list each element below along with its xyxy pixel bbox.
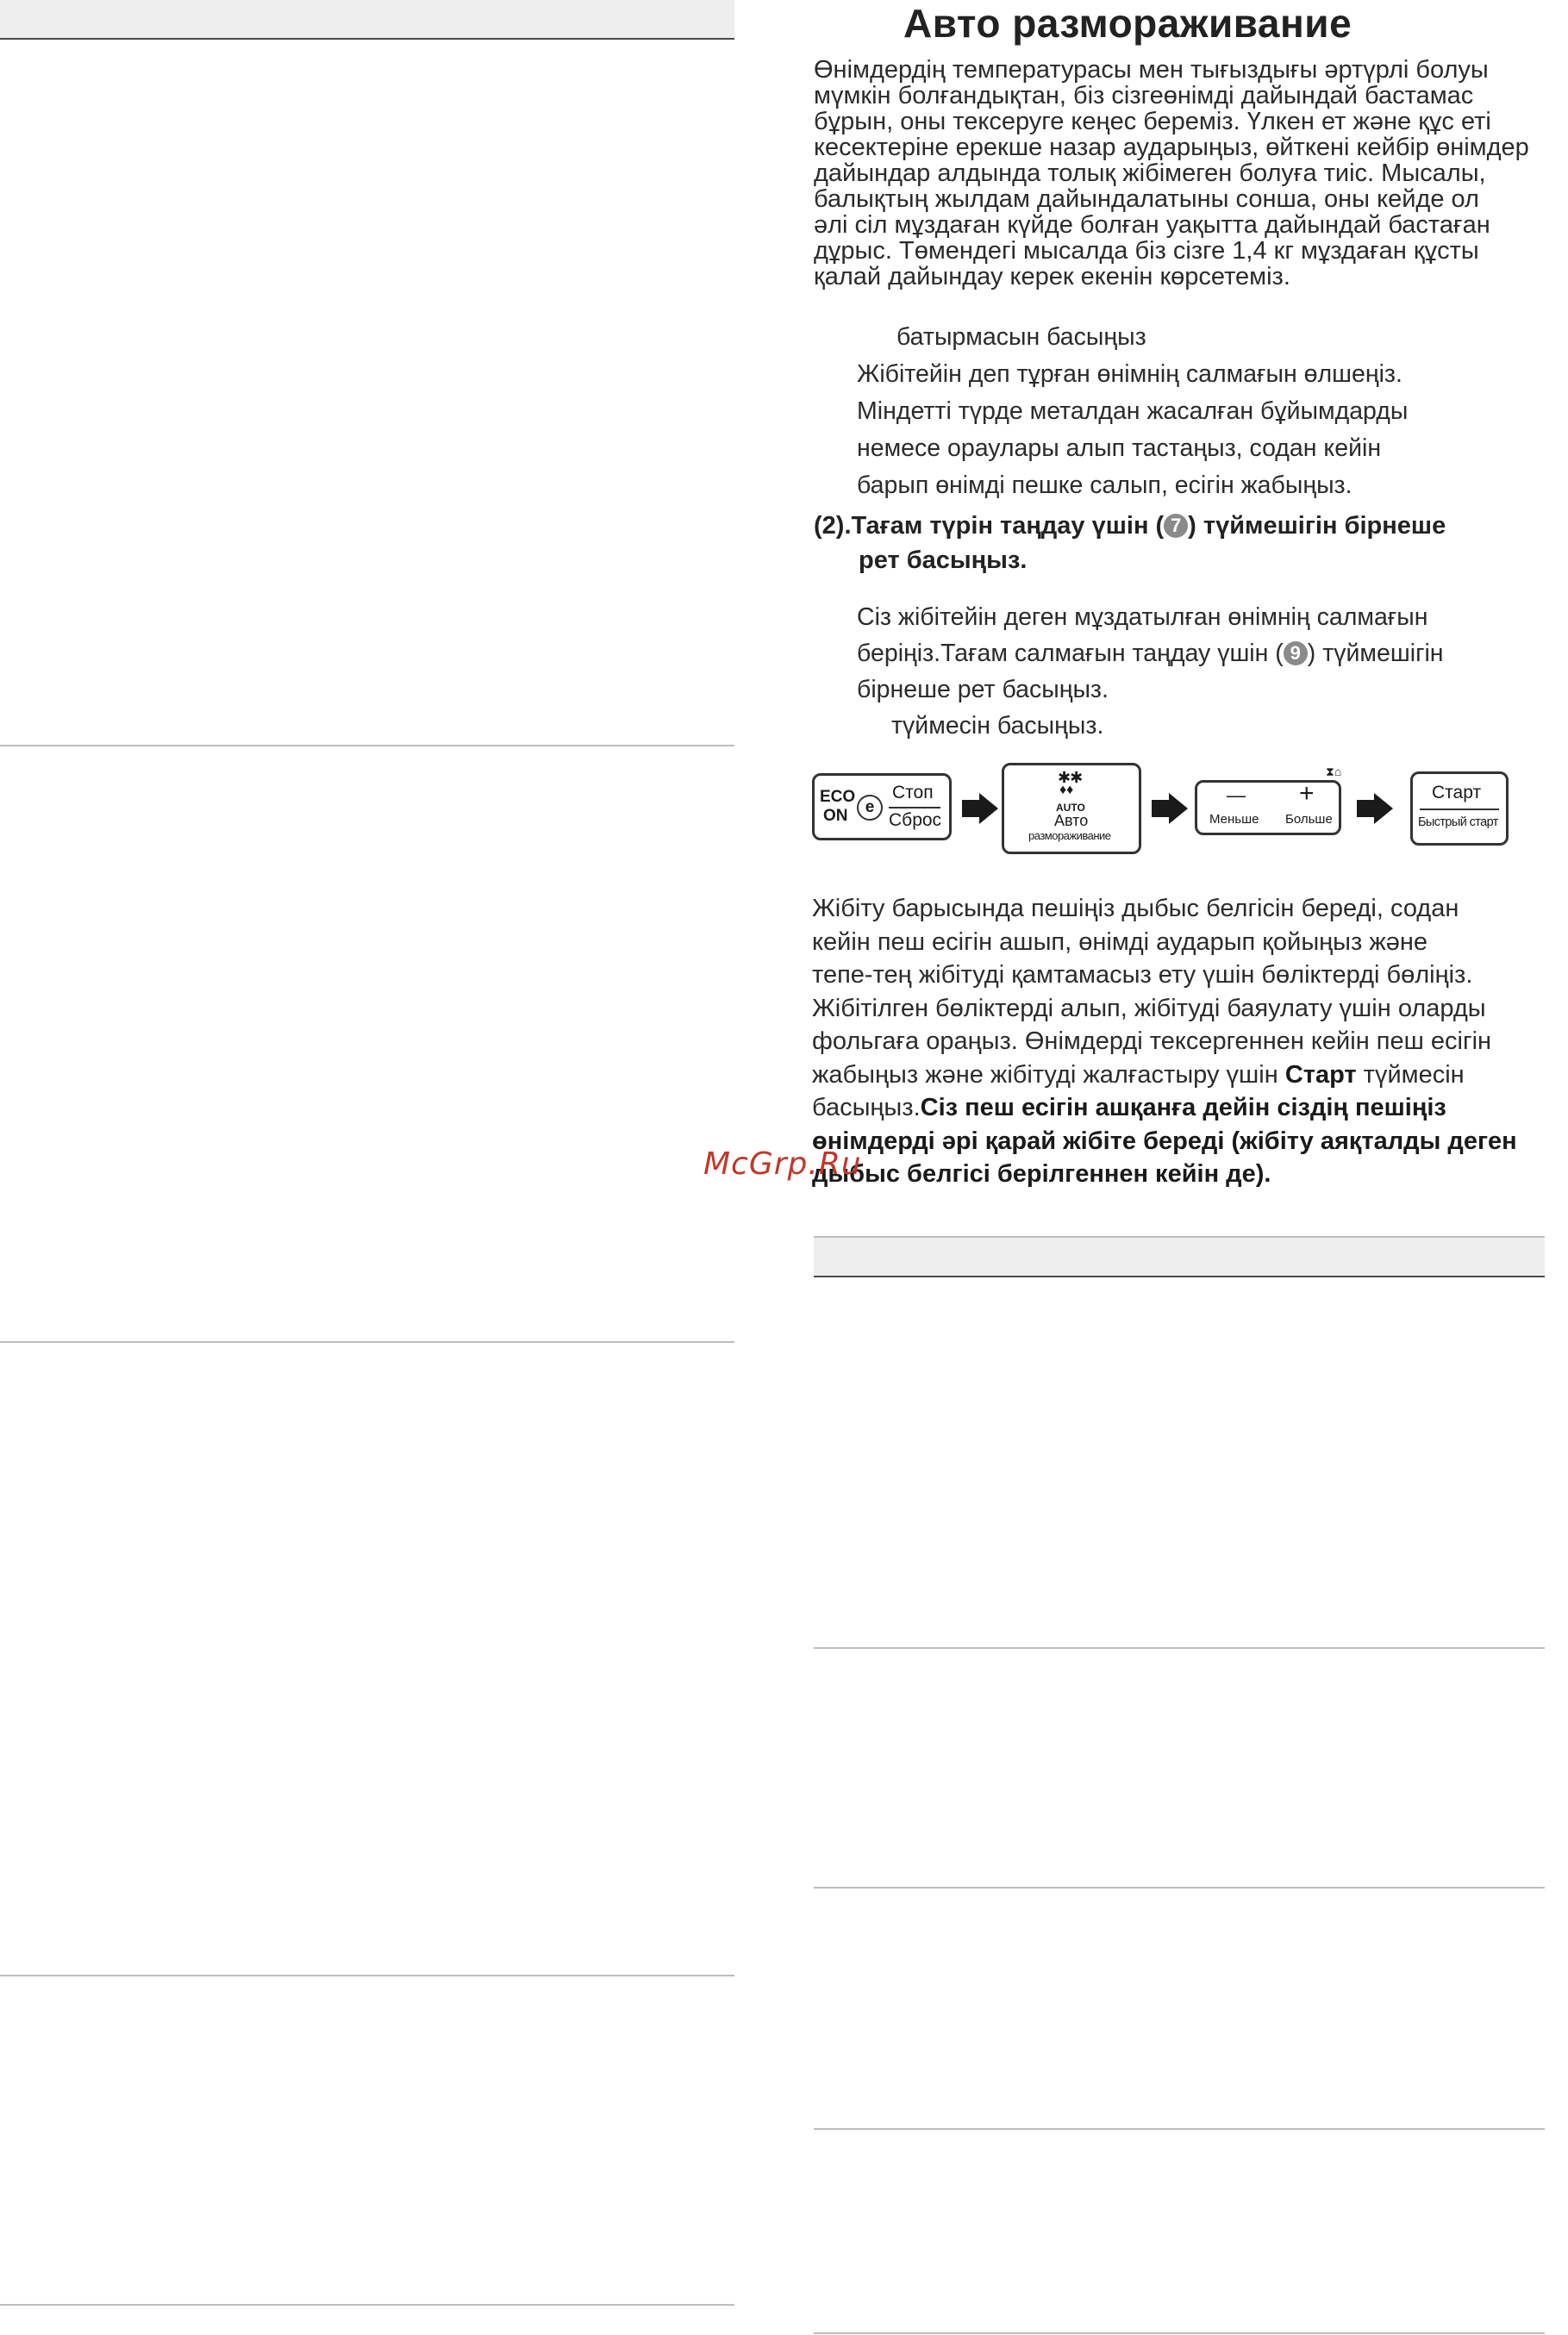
minus-icon: —	[1227, 784, 1246, 806]
step2-instructions	[857, 599, 1444, 744]
right-header-band	[814, 1238, 1545, 1276]
outro-line: Жібіту барысында пешіңіз дыбыс белгісін береді, содан	[812, 895, 1459, 922]
outro-line: Жібітілген бөліктерді алып, жібітуді баяулату үшін оларды	[812, 994, 1486, 1022]
more-label: Больше	[1285, 812, 1333, 827]
intro-line: балықтың жылдам дайындалатыны сонша, оны кейде ол	[814, 185, 1479, 213]
outro-line: тепе-тең жібітуді қамтамасыз ету үшін бөліктерді бөліңіз.	[812, 961, 1473, 989]
outro-l8-bold: өнімдерді әрі қарай жібіте береді (жібіту аяқталды деген	[812, 1127, 1517, 1155]
reset-label: Сброс	[889, 810, 942, 830]
outro-l7-bold: Сіз пеш есігін ашқанға дейін сіздің пешіңіз	[920, 1094, 1446, 1121]
intro-line: дайындар алдында толық жібімеген болуға тиіс. Мысалы,	[814, 159, 1486, 187]
outro-line	[812, 1158, 1517, 1191]
step2-line2-prefix: беріңіз.Тағам салмағын таңдау үшін (	[857, 640, 1284, 667]
right-header-rule	[814, 1276, 1545, 1277]
start-label: Старт	[1432, 783, 1482, 802]
step1-instructions	[857, 319, 1408, 504]
eco-stop-button[interactable]	[812, 773, 952, 840]
step1-line: Міндетті түрде металдан жасалған бұйымдарды	[857, 397, 1409, 425]
stop-divider	[889, 807, 940, 809]
control-panel-diagram	[810, 763, 1517, 858]
auto-defrost-button[interactable]	[1002, 763, 1141, 854]
right-rule-1	[814, 1647, 1545, 1649]
step2-line: түймесін басыңыз.	[891, 712, 1104, 740]
left-rule-3	[0, 1975, 734, 1976]
watermark-text: McGrp.Ru	[703, 1146, 862, 1182]
intro-line: Өнімдердің температурасы мен тығыздығы әртүрлі болуы	[814, 56, 1489, 84]
left-header-rule	[0, 38, 734, 40]
outro-paragraph	[812, 892, 1517, 1191]
stop-label: Стоп	[892, 783, 934, 802]
defrost-sub-label: размораживание	[1028, 829, 1111, 842]
step2-heading-suffix: ) түймешігін бірнеше	[1188, 512, 1446, 540]
intro-paragraph	[814, 57, 1568, 290]
right-rule-3	[814, 2128, 1545, 2130]
outro-line: фольгаға ораңыз. Өнімдерді тексергеннен кейін пеш есігін	[812, 1027, 1492, 1055]
quick-start-label: Быстрый старт	[1418, 815, 1498, 829]
outro-l9-bold: дыбыс белгісі берілгеннен кейін де).	[812, 1160, 1271, 1188]
number-9-icon: 9	[1284, 641, 1308, 665]
step2-line: Сіз жібітейін деген мұздатылған өнімнің салмағын	[857, 603, 1428, 631]
right-rule-4	[814, 2332, 1545, 2334]
step1-line: батырмасын басыңыз	[896, 323, 1146, 351]
eco-leaf-icon: e	[857, 795, 883, 821]
outro-l7-plain: басыңыз.	[812, 1094, 921, 1121]
left-rule-2	[0, 1341, 734, 1343]
number-7-icon: 7	[1164, 514, 1188, 538]
start-button[interactable]	[1410, 771, 1509, 846]
water-drops-icon: ♦♦	[1059, 783, 1074, 797]
outro-line	[812, 1125, 1517, 1158]
left-rule-1	[0, 745, 734, 746]
step2-heading-line	[814, 509, 1446, 543]
hourglass-weight-icon: ⧗⌂	[1326, 765, 1342, 778]
step2-line2-suffix: ) түймешігін	[1307, 640, 1444, 667]
outro-line	[812, 1058, 1517, 1092]
outro-line	[812, 1091, 1517, 1125]
step2-heading-prefix: (2).Тағам түрін таңдау үшін (	[814, 512, 1165, 540]
plus-icon: +	[1299, 779, 1315, 808]
step1-line: Жібітейін деп тұрған өнімнің салмағын өлшеңіз.	[857, 360, 1402, 388]
defrost-title-label: Авто	[1054, 812, 1089, 829]
outro-line: кейін пеш есігін ашып, өнімді аударып қойыңыз және	[812, 927, 1428, 956]
step2-heading	[814, 509, 1446, 578]
outro-l6-tail: түймесін	[1356, 1060, 1465, 1089]
auto-label: AUTO	[1056, 802, 1085, 814]
step2-heading-cont: рет басыңыз.	[859, 546, 1028, 574]
step2-line: бірнеше рет басыңыз.	[857, 676, 1109, 703]
left-header-band	[0, 0, 734, 38]
intro-line: кесектеріне ерекше назар аударыңыз, өйткені кейбір өнімдер	[814, 134, 1529, 161]
intro-line: әлі сіл мұздаған күйде болған уақытта дайындай бастаған	[814, 211, 1490, 239]
step1-line: немесе ораулары алып тастаңыз, содан кейін	[857, 434, 1382, 462]
outro-l6-plain: жабыңыз және жібітуді жалғастыру үшін	[812, 1060, 1285, 1089]
page-title: Авто размораживание	[903, 1, 1352, 46]
step1-line: барып өнімді пешке салып, есігін жабыңыз.	[857, 471, 1352, 499]
intro-line: қалай дайындау керек екенін көрсетеміз.	[814, 263, 1290, 290]
on-label: ON	[823, 807, 848, 825]
start-divider	[1420, 809, 1499, 810]
right-rule-2	[814, 1887, 1545, 1889]
outro-start-word: Старт	[1284, 1060, 1357, 1089]
intro-line: мүмкін болғандықтан, біз сізгеөнімді дайындай бастамас	[814, 82, 1474, 109]
less-label: Меньше	[1209, 812, 1259, 827]
intro-line: бұрын, оны тексеруге кеңес береміз. Үлкен ет және құс еті	[814, 108, 1491, 135]
snowflake-icon: ✱✱	[1058, 769, 1083, 786]
intro-line: дұрыс. Төмендегі мысалда біз сізге 1,4 кг мұздаған құсты	[814, 237, 1479, 265]
left-rule-4	[0, 2304, 734, 2306]
eco-label: ECO	[820, 788, 856, 806]
step2-line	[857, 635, 1444, 671]
weight-adjust-button[interactable]	[1195, 780, 1341, 835]
